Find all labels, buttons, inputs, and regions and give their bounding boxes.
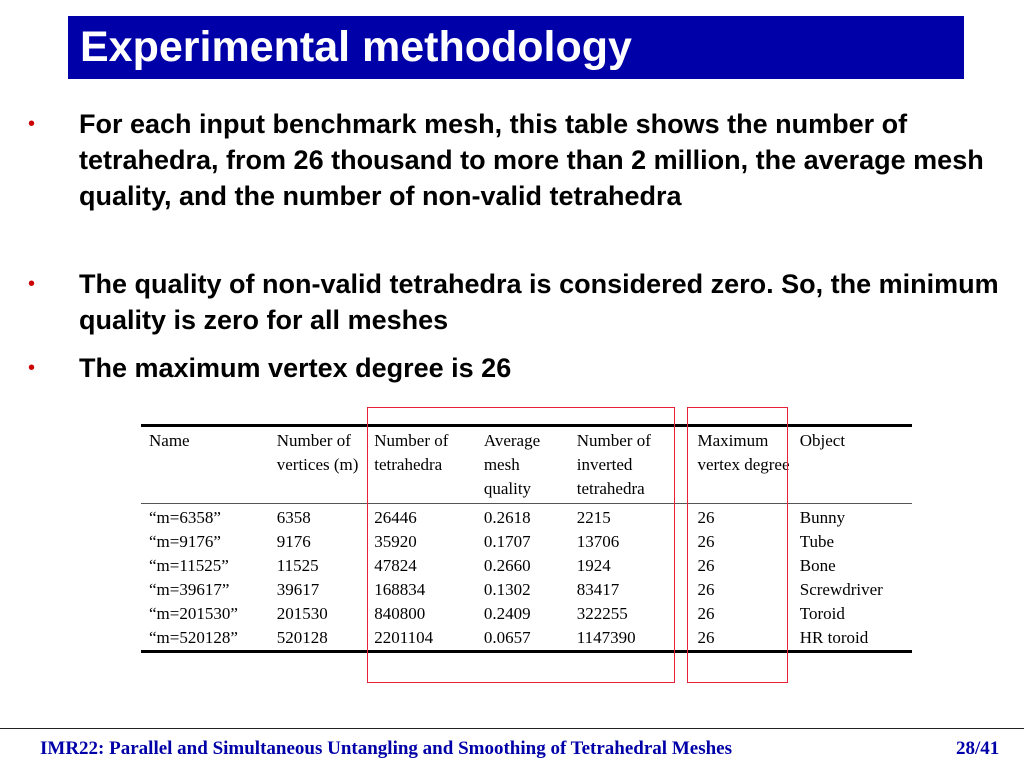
footer-title: IMR22: Parallel and Simultaneous Untangling and Smoothing of Tetrahedral Meshes xyxy=(40,738,732,759)
bullet-icon: • xyxy=(28,357,36,379)
cell-name: “m=11525” xyxy=(149,556,229,575)
footer-divider xyxy=(0,728,1024,729)
cell-vertices: 39617 xyxy=(276,580,320,599)
cell-vertices: 201530 xyxy=(276,604,328,623)
cell-quality: 0.2409 xyxy=(483,604,531,623)
bullet-text: The maximum vertex degree is 26 xyxy=(79,353,512,383)
cell-inverted: 2215 xyxy=(576,508,611,527)
highlight-box-tetrahedra xyxy=(367,407,675,683)
cell-vertices: 520128 xyxy=(276,628,328,647)
bullet-icon: • xyxy=(28,113,36,135)
cell-quality: 0.1707 xyxy=(483,532,531,551)
title-bar xyxy=(68,16,964,79)
cell-tetrahedra: 35920 xyxy=(374,532,417,551)
cell-object: Toroid xyxy=(799,604,845,623)
cell-tetrahedra: 2201104 xyxy=(374,628,434,647)
header-object: Object xyxy=(799,431,846,450)
header-quality: Average mesh quality xyxy=(483,431,541,498)
cell-quality: 0.2618 xyxy=(483,508,531,527)
cell-quality: 0.1302 xyxy=(483,580,531,599)
cell-vertices: 6358 xyxy=(276,508,311,527)
bullet-text: The quality of non-valid tetrahedra is considered zero. So, the minimum quality is zero for all meshes xyxy=(79,269,999,335)
cell-tetrahedra: 168834 xyxy=(374,580,426,599)
header-degree: Maximum vertex degree xyxy=(697,431,790,474)
cell-degree: 26 xyxy=(697,604,715,623)
cell-degree: 26 xyxy=(697,532,715,551)
cell-degree: 26 xyxy=(697,580,715,599)
cell-vertices: 11525 xyxy=(276,556,319,575)
cell-name: “m=39617” xyxy=(149,580,230,599)
cell-object: HR toroid xyxy=(799,628,869,647)
cell-tetrahedra: 26446 xyxy=(374,508,417,527)
cell-object: Bunny xyxy=(799,508,846,527)
cell-object: Screwdriver xyxy=(799,580,883,599)
cell-inverted: 83417 xyxy=(576,580,620,599)
cell-inverted: 13706 xyxy=(576,532,620,551)
cell-vertices: 9176 xyxy=(276,532,311,551)
bullet-text: For each input benchmark mesh, this table shows the number of tetrahedra, from 26 thousand to more than 2 million, the average mesh quality, and the number of non-valid tetrahedra xyxy=(79,109,984,211)
cell-name: “m=201530” xyxy=(149,604,238,623)
highlight-box-degree xyxy=(687,407,788,683)
page-number: 28/41 xyxy=(956,738,1000,759)
header-vertices: Number of vertices (m) xyxy=(276,431,359,474)
cell-degree: 26 xyxy=(697,556,715,575)
header-tetrahedra: Number of tetrahedra xyxy=(374,431,449,474)
cell-name: “m=6358” xyxy=(149,508,221,527)
cell-inverted: 322255 xyxy=(576,604,628,623)
cell-name: “m=9176” xyxy=(149,532,221,551)
cell-tetrahedra: 47824 xyxy=(374,556,417,575)
page-title: Experimental methodology xyxy=(80,23,632,71)
cell-degree: 26 xyxy=(697,508,715,527)
header-name: Name xyxy=(149,431,190,450)
cell-name: “m=520128” xyxy=(149,628,238,647)
cell-inverted: 1147390 xyxy=(576,628,636,647)
bullet-icon: • xyxy=(28,273,36,295)
header-inverted: Number of inverted tetrahedra xyxy=(576,431,651,498)
cell-degree: 26 xyxy=(697,628,715,647)
cell-quality: 0.0657 xyxy=(483,628,531,647)
cell-object: Bone xyxy=(799,556,836,575)
cell-inverted: 1924 xyxy=(576,556,611,575)
cell-quality: 0.2660 xyxy=(483,556,531,575)
cell-object: Tube xyxy=(799,532,835,551)
cell-tetrahedra: 840800 xyxy=(374,604,426,623)
